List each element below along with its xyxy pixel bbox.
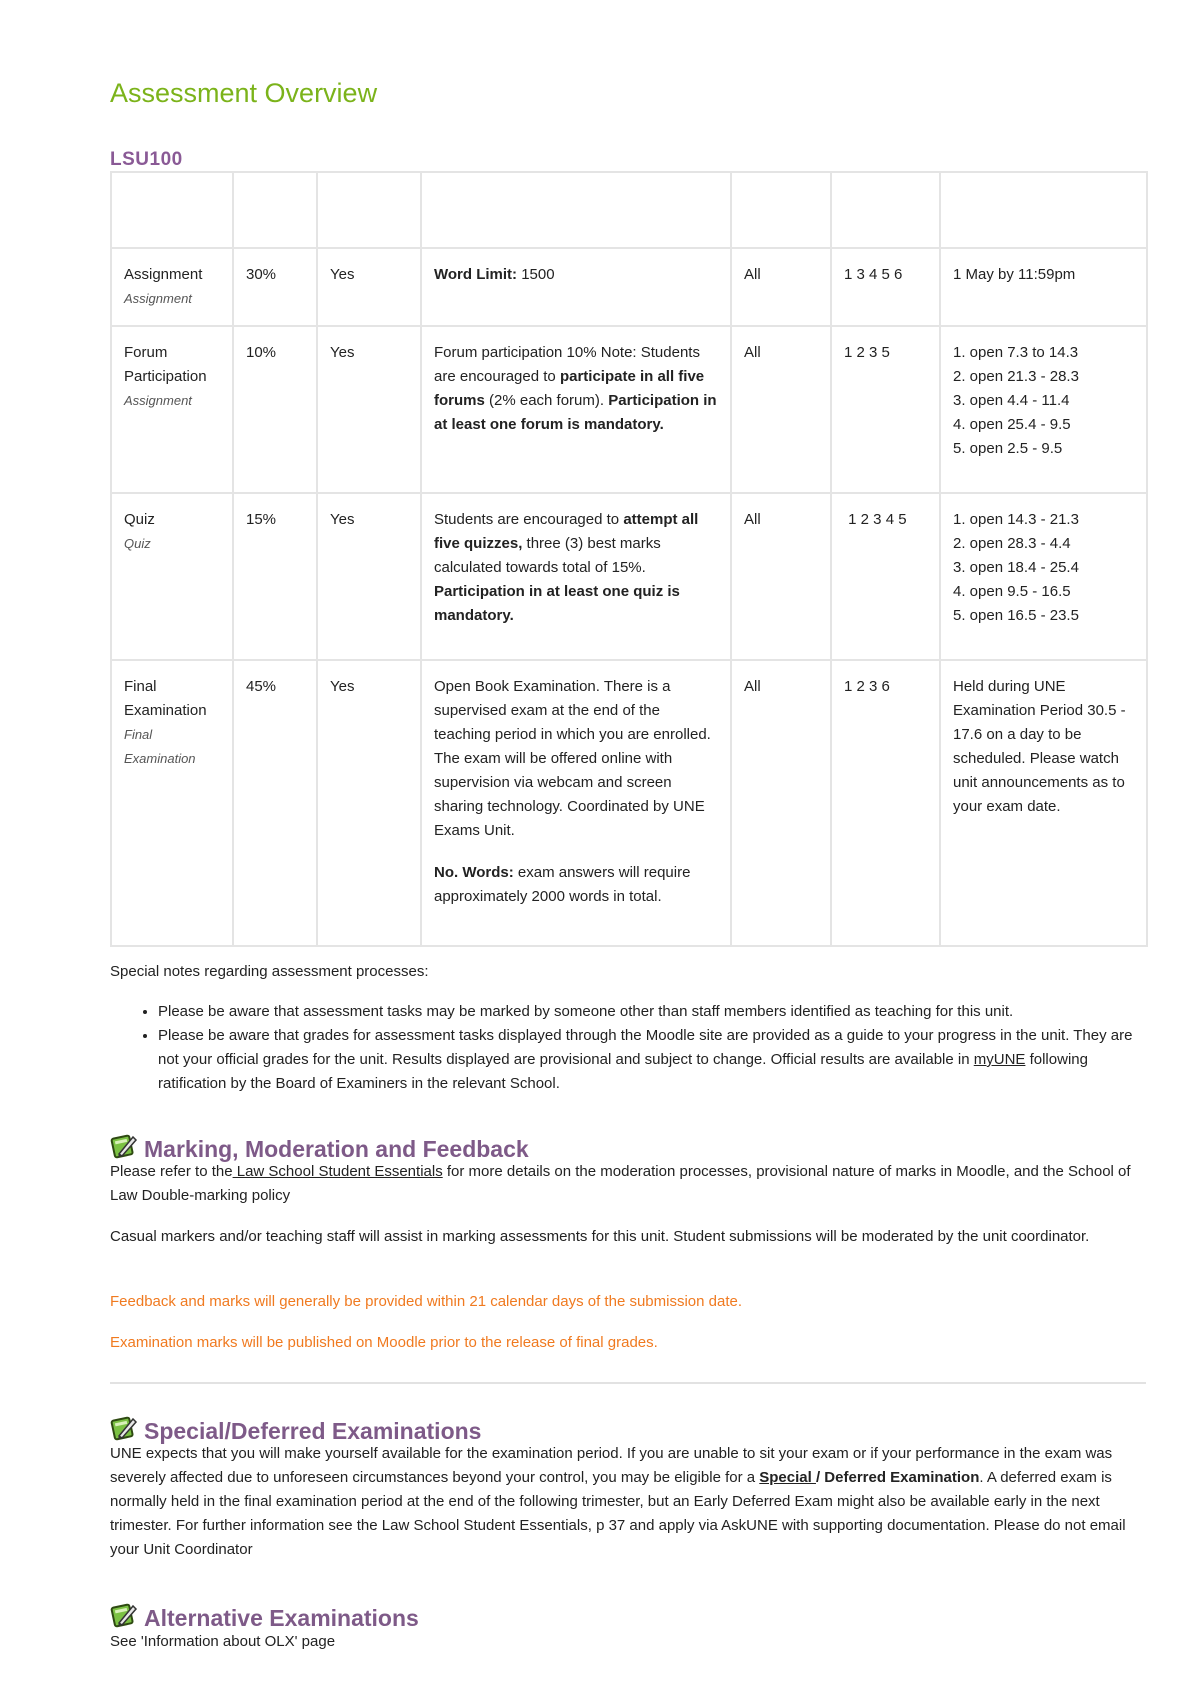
due-cell: 1 May by 11:59pm	[940, 248, 1147, 326]
unit-code: LSU100	[110, 149, 183, 170]
date-line: 5. open 16.5 - 23.5	[953, 607, 1079, 624]
assessment-title-cell	[111, 493, 233, 660]
assessment-type: Quiz	[124, 536, 151, 551]
date-line: 2. open 28.3 - 4.4	[953, 535, 1071, 552]
details-label: No. Words:	[434, 864, 514, 881]
table-header-row	[111, 172, 1147, 248]
notes-label: Special notes regarding assessment processes:	[110, 963, 429, 980]
weight-cell: 10%	[233, 326, 317, 493]
mandatory-cell: Yes	[317, 660, 421, 946]
outcomes-cell: 1 2 3 4 5	[831, 493, 940, 660]
special-exam-link[interactable]: Special	[759, 1469, 816, 1486]
section-heading-text: Special/Deferred Examinations	[144, 1417, 482, 1444]
table-header-cell	[731, 172, 831, 248]
myune-link[interactable]: myUNE	[973, 1051, 1026, 1068]
details-label: Word Limit:	[434, 266, 518, 283]
dates-cell	[940, 493, 1147, 660]
marking-paragraph	[110, 1160, 1146, 1208]
date-line: 5. open 2.5 - 9.5	[953, 440, 1063, 457]
exam-marks-notice: Examination marks will be published on Moodle prior to the release of final grades.	[110, 1334, 658, 1351]
table-header-cell	[317, 172, 421, 248]
table-row	[111, 493, 1147, 660]
group-cell: All	[731, 493, 831, 660]
section-heading-text: Marking, Moderation and Feedback	[144, 1135, 529, 1162]
weight-cell: 30%	[233, 248, 317, 326]
assessment-title-cell	[111, 660, 233, 946]
dates-cell	[940, 326, 1147, 493]
details-bold: participate in all five forums	[434, 368, 705, 409]
date-line: 3. open 4.4 - 11.4	[953, 392, 1070, 409]
table-header-cell	[831, 172, 940, 248]
table-header-cell	[233, 172, 317, 248]
group-cell: All	[731, 660, 831, 946]
details-words	[434, 861, 718, 909]
details-cell	[421, 493, 731, 660]
table-header-cell	[421, 172, 731, 248]
para-text: for more details on the moderation processes, provisional nature of marks in Moodle, and the School of Law Double-marking policy	[110, 1163, 1131, 1204]
page-title: Assessment Overview	[110, 78, 378, 108]
list-item	[158, 1024, 1146, 1096]
date-line: 1. open 7.3 to 14.3	[953, 344, 1079, 361]
date-line: 4. open 25.4 - 9.5	[953, 416, 1071, 433]
outcomes-cell: 1 2 3 6	[831, 660, 940, 946]
table-header-cell	[940, 172, 1147, 248]
outcomes-cell: 1 2 3 5	[831, 326, 940, 493]
date-line: 4. open 9.5 - 16.5	[953, 583, 1071, 600]
details-cell	[421, 248, 731, 326]
date-line: 3. open 18.4 - 25.4	[953, 559, 1079, 576]
assessment-title-cell	[111, 326, 233, 493]
assessment-title: Forum Participation	[124, 344, 207, 385]
assessment-type: Assignment	[124, 291, 192, 306]
details-text: Forum participation 10% Note: Students are encouraged to	[434, 344, 700, 385]
section-divider	[110, 1382, 1146, 1384]
assessment-title: Assignment	[124, 266, 203, 283]
mandatory-cell: Yes	[317, 248, 421, 326]
para-bold: / Deferred Examination	[815, 1469, 980, 1486]
table-row	[111, 660, 1147, 946]
marking-paragraph: Casual markers and/or teaching staff will assist in marking assessments for this unit. Student submissions will be moderated by the unit coordinator.	[110, 1228, 1090, 1245]
weight-cell: 15%	[233, 493, 317, 660]
list-item	[158, 1000, 1146, 1024]
note-text: Please be aware that grades for assessment tasks displayed through the Moodle site are provided as a guide to your progress in the unit. They are not your official grades for the unit. Results displayed are provisional and subject to change. Official results are available in	[158, 1027, 1133, 1068]
details-text: Open Book Examination. There is a supervised exam at the end of the teaching period in which you are enrolled. The exam will be offered online with supervision via webcam and screen sharing technology. Coordinated by UNE Exams Unit.	[434, 678, 711, 839]
feedback-notice: Feedback and marks will generally be provided within 21 calendar days of the submission date.	[110, 1293, 743, 1310]
details-bold: Participation in at least one quiz is mandatory.	[434, 583, 680, 624]
assessment-title: Final Examination	[124, 678, 207, 719]
assessment-type: Assignment	[124, 393, 192, 408]
details-cell	[421, 326, 731, 493]
mandatory-cell: Yes	[317, 326, 421, 493]
outcomes-cell: 1 3 4 5 6	[831, 248, 940, 326]
note-text: Please be aware that assessment tasks may be marked by someone other than staff members identified as teaching for this unit.	[158, 1003, 1014, 1020]
details-value: 1500	[517, 266, 555, 283]
details-text: (2% each forum).	[484, 392, 609, 409]
details-text: three (3) best marks calculated towards total of 15%.	[434, 535, 661, 576]
table-row	[111, 326, 1147, 493]
special-paragraph	[110, 1442, 1146, 1562]
section-heading-text: Alternative Examinations	[144, 1604, 419, 1631]
due-cell: Held during UNE Examination Period 30.5 - 17.6 on a day to be scheduled. Please watch unit announcements as to your exam date.	[940, 660, 1147, 946]
table-header-cell	[111, 172, 233, 248]
para-text: Please refer to the	[110, 1163, 233, 1180]
group-cell: All	[731, 326, 831, 493]
details-bold: attempt all five quizzes,	[434, 511, 699, 552]
group-cell: All	[731, 248, 831, 326]
para-text: . A deferred exam is normally held in the final examination period at the end of the following trimester, but an Early Deferred Exam might also be available early in the next trimester. For further information see the Law School Student Essentials, p 37 and apply via AskUNE with supporting documentation. Please do not email your Unit Coordinator	[110, 1469, 1126, 1558]
para-text: UNE expects that you will make yourself available for the examination period. If you are unable to sit your exam or if your performance in the exam was severely affected due to unforeseen circumstances beyond your control, you may be eligible for a	[110, 1445, 1113, 1486]
law-school-essentials-link[interactable]: Law School Student Essentials	[232, 1163, 443, 1180]
date-line: 2. open 21.3 - 28.3	[953, 368, 1079, 385]
details-cell	[421, 660, 731, 946]
date-line: 1. open 14.3 - 21.3	[953, 511, 1079, 528]
alternative-text: See 'Information about OLX' page	[110, 1633, 336, 1650]
assessment-title-cell	[111, 248, 233, 326]
details-value: exam answers will require approximately 2000 words in total.	[434, 864, 691, 905]
table-row	[111, 248, 1147, 326]
assessment-type: Final Examination	[124, 727, 196, 766]
assessment-table	[110, 171, 1148, 947]
weight-cell: 45%	[233, 660, 317, 946]
notes-list	[110, 1000, 1146, 1096]
details-text: Students are encouraged to	[434, 511, 624, 528]
assessment-title: Quiz	[124, 511, 155, 528]
mandatory-cell: Yes	[317, 493, 421, 660]
details-bold: Participation in at least one forum is mandatory.	[434, 392, 717, 433]
note-text: following ratification by the Board of Examiners in the relevant School.	[158, 1051, 1088, 1092]
